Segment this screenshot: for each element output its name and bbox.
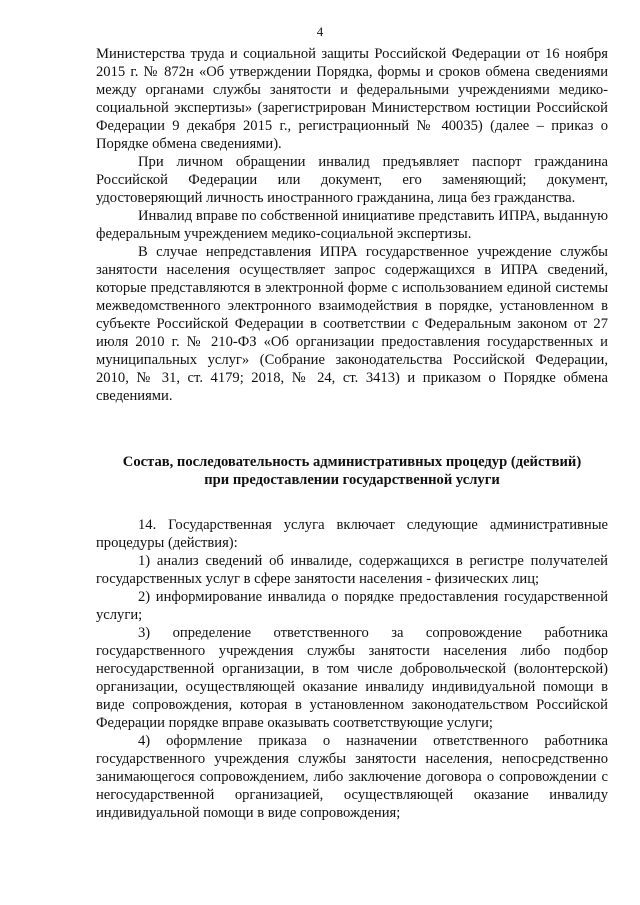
list-item-2: 2) информирование инвалида о порядке предоставления государственной услуги;	[96, 589, 608, 623]
list-item-1: 1) анализ сведений об инвалиде, содержащихся в регистре получателей государственных услуг в сфере занятости населения - физических лиц;	[96, 553, 608, 587]
paragraph-personal-visit: При личном обращении инвалид предъявляет паспорт гражданина Российской Федерации или документ, его заменяющий; документ, удостоверяющий личность иностранного гражданина, лица без гражданства.	[96, 154, 608, 206]
document-body	[96, 45, 608, 822]
list-item-4: 4) оформление приказа о назначении ответственного работника государственного учреждения службы занятости населения, непосредственно занимающегося сопровождением, либо заключение договора о сопровождении с негосударственной организацией, осуществляющей оказание инвалиду индивидуальной помощи в виде сопровождения;	[96, 733, 608, 821]
paragraph-order-reference: Министерства труда и социальной защиты Российской Федерации от 16 ноября 2015 г. № 872н «Об утверждении Порядка, формы и сроков обмена сведениями между органами службы занятости и федеральными учреждениями медико-социальной экспертизы» (зарегистрирован Министерством юстиции Российской Федерации 9 декабря 2015 г., регистрационный № 40035) (далее – приказ о Порядке обмена сведениями).	[96, 46, 608, 152]
paragraph-ipra-initiative: Инвалид вправе по собственной инициативе представить ИПРА, выданную федеральным учреждением медико-социальной экспертизы.	[96, 208, 608, 242]
section-heading	[96, 453, 608, 489]
page-number: 4	[316, 24, 324, 39]
paragraph-ipra-request: В случае непредставления ИПРА государственное учреждение службы занятости населения осуществляет запрос содержащихся в ИПРА сведений, которые представляются в электронной форме с использованием единой системы межведомственного электронного взаимодействия в порядке, установленном в субъекте Российской Федерации в соответствии с Федеральным законом от 27 июля 2010 г. № 210-ФЗ «Об организации предоставления государственных и муниципальных услуг» (Собрание законодательства Российской Федерации, 2010, № 31, ст. 4179; 2018, № 24, ст. 3413) и приказом о Порядке обмена сведениями.	[96, 244, 608, 404]
paragraph-item-14: 14. Государственная услуга включает следующие административные процедуры (действия):	[96, 517, 608, 551]
spacer	[96, 489, 608, 516]
section-heading-line-1: Состав, последовательность административных процедур (действий)	[122, 454, 582, 470]
list-item-3: 3) определение ответственного за сопровождение работника государственного учреждения службы занятости населения либо подбор негосударственной организации, в том числе добровольческой (волонтерской) организации, осуществляющей оказание инвалиду индивидуальной помощи в виде сопровождения, которая в установленном законодательством Российской Федерации порядке вправе оказывать соответствующие услуги;	[96, 625, 608, 731]
section-heading-line-2: при предоставлении государственной услуги	[204, 472, 500, 488]
